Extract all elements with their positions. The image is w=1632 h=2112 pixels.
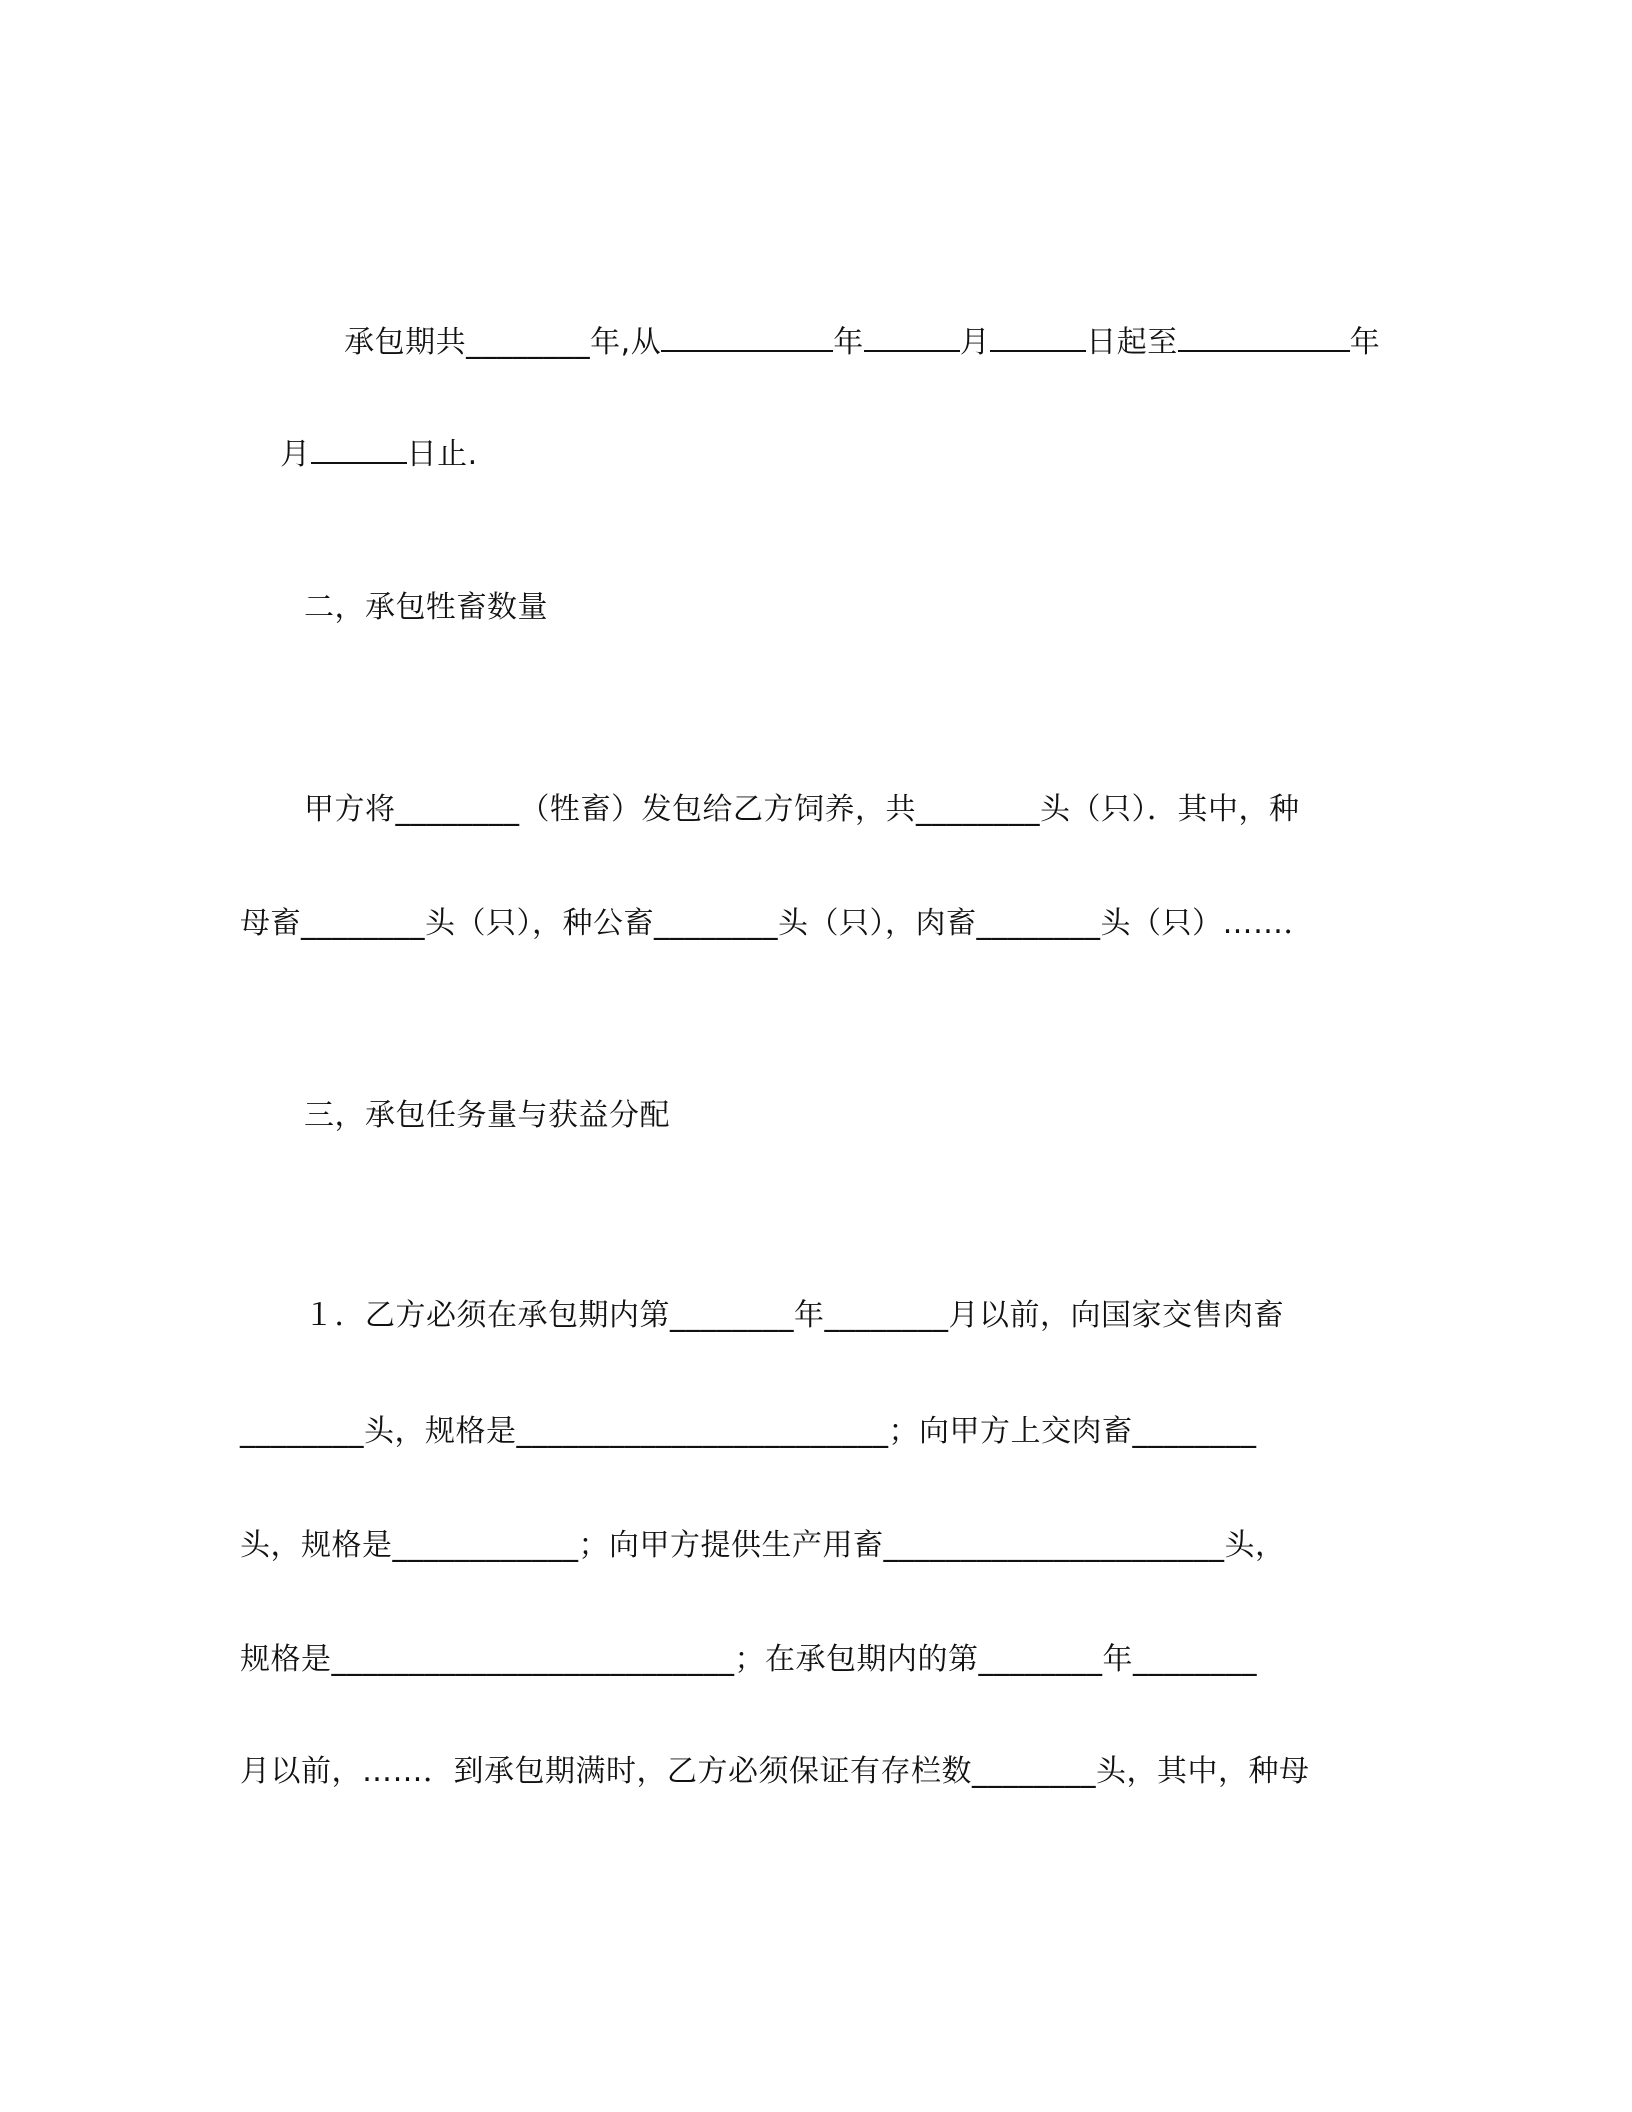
text-segment: 日起至 [1086, 325, 1178, 360]
blank-year-start[interactable] [661, 322, 833, 352]
item-1-line-1: １．乙方必须在承包期内第________年________月以前，向国家交售肉畜 [304, 1298, 1284, 1333]
item-1-line-2: ________头，规格是________________________；向甲方上交肉畜________ [240, 1414, 1257, 1449]
livestock-paragraph-line-2: 母畜________头（只），种公畜________头（只），肉畜________头（只）……． [240, 906, 1314, 941]
blank-month-start[interactable] [864, 322, 960, 352]
contract-term-line-2 [240, 394, 478, 515]
section-heading-livestock-quantity: 二，承包牲畜数量 [304, 590, 548, 625]
blank-day-start[interactable] [990, 322, 1086, 352]
item-1-line-5: 月以前，……．到承包期满时，乙方必须保证有存栏数________头，其中，种母 [240, 1754, 1310, 1789]
text-segment: 年,从 [590, 325, 662, 360]
text-segment: 月 [280, 437, 311, 472]
text-segment: 年 [833, 325, 864, 360]
section-heading-tasks-and-profit: 三，承包任务量与获益分配 [304, 1098, 670, 1133]
contract-term-line-1 [304, 282, 1380, 403]
livestock-paragraph-line-1: 甲方将________（牲畜）发包给乙方饲养，共________头（只）．其中，种 [304, 792, 1300, 827]
item-1-line-3: 头，规格是____________；向甲方提供生产用畜______________________头， [240, 1528, 1286, 1563]
blank-day-end[interactable] [311, 434, 407, 464]
item-1-line-4: 规格是__________________________；在承包期内的第________年________ [240, 1642, 1257, 1677]
text-segment: ________ [466, 325, 591, 360]
text-segment: 年 [1349, 325, 1381, 360]
text-segment: 月 [959, 325, 991, 360]
text-segment: 承包期共 [344, 325, 467, 360]
text-segment: 日止. [406, 437, 478, 472]
blank-year-end[interactable] [1178, 322, 1350, 352]
